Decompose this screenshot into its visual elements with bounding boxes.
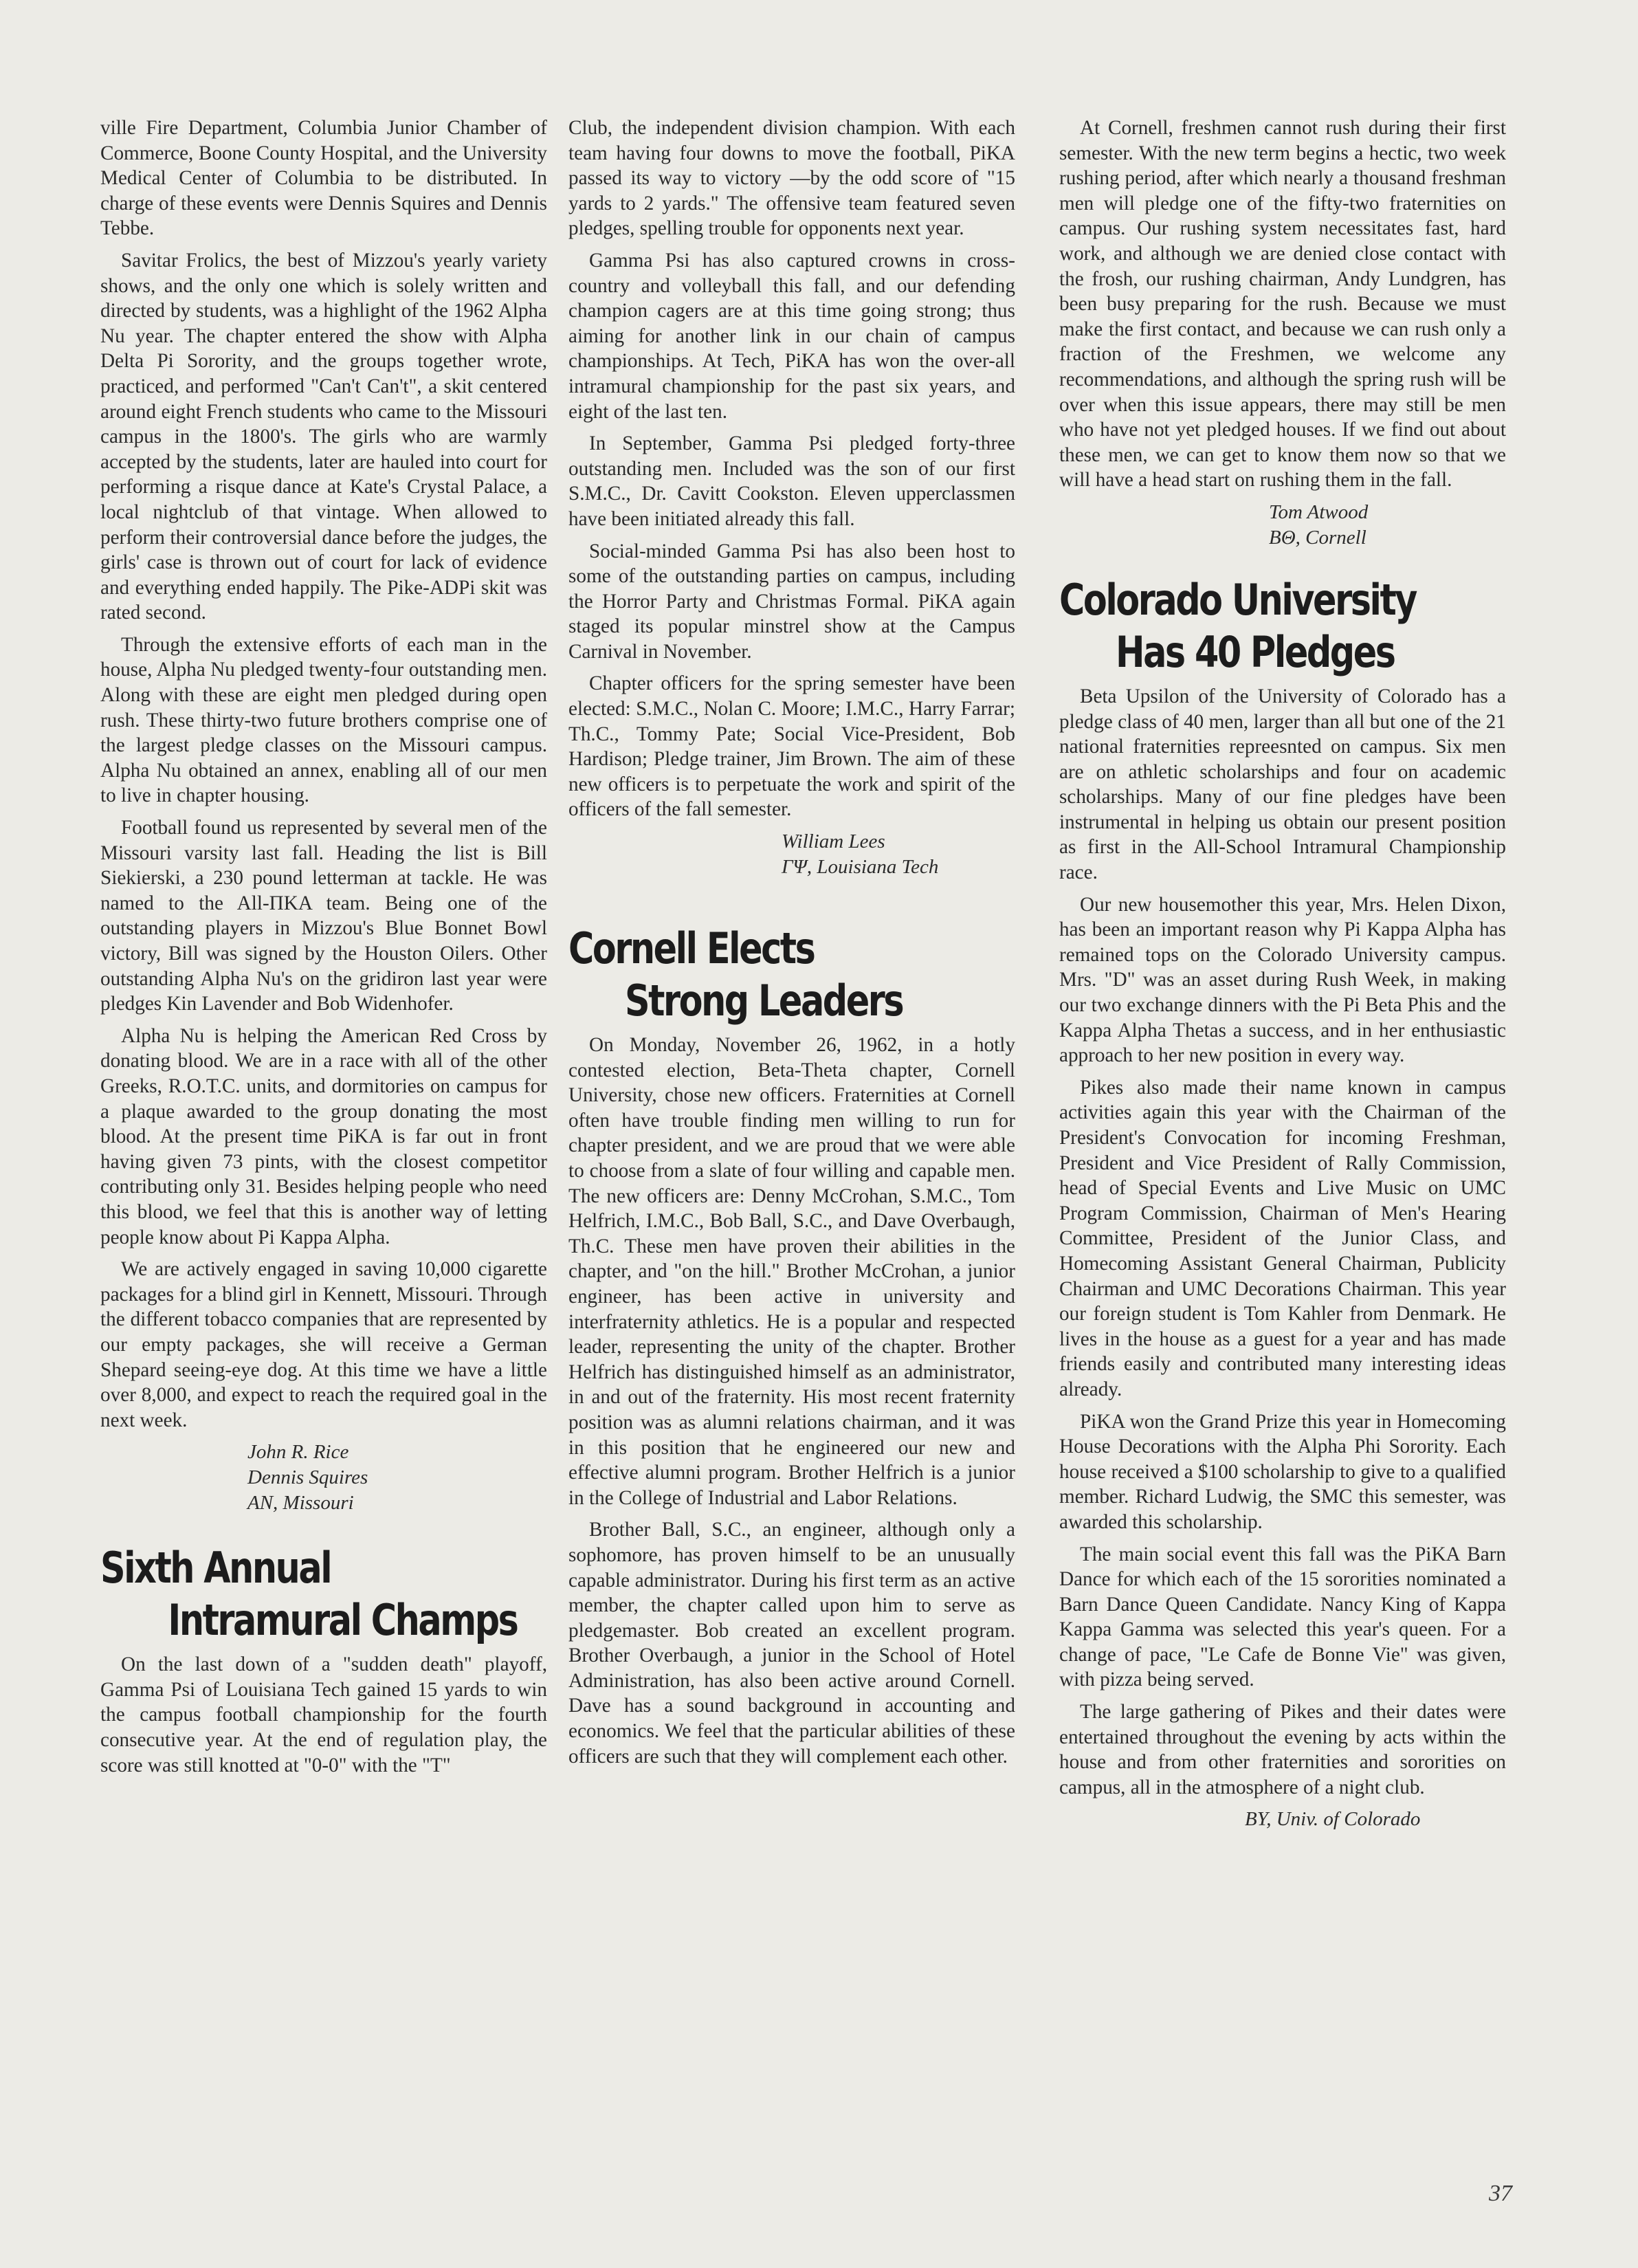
paragraph: On Monday, November 26, 1962, in a hotly contested election, Beta-Theta chapter, Cornell University, chose new officers. Fraternities at Cornell often have trouble finding men willing to run for chapter president, and we are proud that we were able to choose from a slate of four willing and capable men. The new officers are: Denny McCrohan, S.M.C., Tom Helfrich, I.M.C., Bob Ball, S.C., and Dave Overbaugh, Th.C. These men have proven their abilities in the chapter, and "on the hill." Brother McCrohan, a junior engineer, has been active in university and interfraternity athletics. He is a popular and respected leader, representing the unity of the chapter. Brother Helfrich has distinguished himself as an administrator, in and out of the fraternity. His most recent fraternity position was as alumni relations chairman, and it was in this position that he engineered our new and effective alumni program. Brother Helfrich is a junior in the College of Industrial and Labor Relations. [568,1034,1015,1509]
author-name: William Lees [782,830,885,853]
paragraph: Club, the independent division champion. With each team having four downs to move the football, PiKA passed its way to victory —by the odd score of "15 yards to 2 yards." The offensive team featured seven pledges, spelling trouble for opponents next year. [568,117,1015,240]
page-number: 37 [1489,2181,1512,2206]
heading-line: Has 40 Pledges [1116,626,1395,677]
author-name: Tom Atwood [1269,500,1369,523]
paragraph: Through the extensive efforts of each man in the house, Alpha Nu pledged twenty-four outstanding men. Along with these are eight men pledged during open rush. These thirty-two future brothers comprise one of the largest pledge classes on the Missouri campus. Alpha Nu obtained an annex, enabling all of our men to live in chapter housing. [100,633,547,807]
paragraph: Beta Upsilon of the University of Colorado has a pledge class of 40 men, larger than all but one of the 21 national fraternities repreesnted on campus. Six men are on athletic scholarships and four on academic scholarships. Many of our fine pledges have been instrumental in helping us obtain our present position as first in the All-School Intramural Championship race. [1059,685,1506,884]
chapter-name: AN, Missouri [247,1492,354,1515]
author-name: John R. Rice [247,1441,349,1464]
signature-block [100,1440,547,1516]
paragraph: Pikes also made their name known in campus activities again this year with the Chairman of the President's Convocation for incoming Freshman, President and Vice President of Rally Commission, head of Special Events and Live Music on UMC Program Commission, Chairman of Men's Hearing Committee, President of the Junior Class, and Homecoming Assistant General Chairman, Publicity Chairman and UMC Decorations Chairman. This year our foreign student is Tom Kahler from Denmark. He lives in the house as a guest for a year and has made friends easily and contributed many interesting ideas already. [1059,1076,1506,1400]
paragraph: Our new housemother this year, Mrs. Helen Dixon, has been an important reason why Pi Kappa Alpha has remained tops on the Colorado University campus. Mrs. "D" was an asset during Rush Week, in making our two exchange dinners with the Pi Beta Phis and the Kappa Alpha Thetas a success, and in her enthusiastic approach to her new position in every way. [1059,893,1506,1067]
paragraph: Savitar Frolics, the best of Mizzou's yearly variety shows, and the only one which is solely written and directed by students, was a highlight of the 1962 Alpha Nu year. The chapter entered the show with Alpha Delta Pi Sorority, and the groups together wrote, practiced, and performed "Can't Can't", a skit centered around eight French students who came to the Missouri campus in the 1800's. The girls who are warmly accepted by the students, later are hauled into court for performing a risque dance at Kate's Crystal Palace, a local nightclub of that vintage. When allowed to perform their controversial dance before the judges, the girls' case is thrown out of court for lack of evidence and everything ended happily. The Pike-ADPi skit was rated second. [100,249,547,624]
signature-block [568,829,1015,880]
signature-block [1059,1807,1506,1832]
author-name: Dennis Squires [247,1466,368,1489]
column-right [1059,115,1506,1836]
paragraph: On the last down of a "sudden death" playoff, Gamma Psi of Louisiana Tech gained 15 yards to win the campus football championship for the fourth consecutive year. At the end of regulation play, the score was still knotted at "0-0" with the "T" [100,1653,547,1776]
article-heading-colorado [1059,574,1506,679]
article-heading-cornell [568,923,1015,1027]
paragraph: In September, Gamma Psi pledged forty-three outstanding men. Included was the son of our first S.M.C., Dr. Cavitt Cookston. Eleven upperclassmen have been initiated already this fall. [568,432,1015,530]
paragraph: Football found us represented by several men of the Missouri varsity last fall. Heading the list is Bill Siekierski, a 230 pound letterman at tackle. He was named to the All-ΠKA team. Being one of the outstanding players in Mizzou's Blue Bonnet Bowl victory, Bill was signed by the Houston Oilers. Other outstanding Alpha Nu's on the gridiron last year were pledges Kin Lavender and Bob Widenhofer. [100,817,547,1015]
paragraph: Chapter officers for the spring semester have been elected: S.M.C., Nolan C. Moore; I.M.C., Harry Farrar; Th.C., Tommy Pate; Social Vice-President, Bob Hardison; Pledge trainer, Jim Brown. The aim of these new officers is to perpetuate the work and spirit of the officers of the fall semester. [568,672,1015,821]
chapter-name: BΘ, Cornell [1269,526,1366,549]
article-heading-intramural [100,1542,547,1647]
chapter-name: BΥ, Univ. of Colorado [1245,1808,1421,1831]
paragraph: The large gathering of Pikes and their dates were entertained throughout the evening by acts within the house and from other fraternities and sororities on campus, all in the atmosphere of a night club. [1059,1701,1506,1798]
paragraph: Gamma Psi has also captured crowns in cross-country and volleyball this fall, and our defending champion cagers are at this time going strong; thus aiming for another link in our chain of campus championships. At Tech, PiKA has won the over-all intramural championship for the past six years, and eight of the last ten. [568,249,1015,423]
paragraph: At Cornell, freshmen cannot rush during their first semester. With the new term begins a hectic, two week rushing period, after which nearly a thousand freshman men will pledge one of the fifty-two fraternities on campus. Our rushing system necessitates fast, hard work, and although we are denied close contact with the frosh, our rushing chairman, Andy Lundgren, has been busy preparing for the rush. Because we must make the first contact, and because we can rush only a fraction of the Freshmen, we welcome any recommendations, and although the spring rush will be over when this issue appears, there may still be men who have not yet pledged houses. If we find out about these men, we can get to know them now so that we will have a head start on rushing them in the fall. [1059,117,1506,492]
paragraph: Alpha Nu is helping the American Red Cross by donating blood. We are in a race with all of the other Greeks, R.O.T.C. units, and dormitories on campus for a plaque awarded to the group donating the most blood. At the present time PiKA is far out in front having given 73 pints, with the closest competitor contributing only 31. Besides helping people who need this blood, we feel that this is another way of letting people know about Pi Kappa Alpha. [100,1024,547,1248]
paragraph: PiKA won the Grand Prize this year in Homecoming House Decorations with the Alpha Phi Sorority. Each house received a $100 scholarship to give to a qualified member. Richard Ludwig, the SMC this semester, was awarded this scholarship. [1059,1410,1506,1533]
paragraph: Brother Ball, S.C., an engineer, although only a sophomore, has proven himself to be an unusually capable administrator. During his first term as an active member, the chapter called upon him to serve as pledgemaster. Bob created an excellent program. Brother Overbaugh, a junior in the School of Hotel Administration, has also been active around Cornell. Dave has a sound background in accounting and economics. We feel that the particular abilities of these officers are such that they will complement each other. [568,1519,1015,1768]
chapter-name: ΓΨ, Louisiana Tech [782,856,939,879]
paragraph: Social-minded Gamma Psi has also been host to some of the outstanding parties on campus, including the Horror Party and Christmas Formal. PiKA again staged its popular minstrel show at the Campus Carnival in November. [568,540,1015,663]
heading-line: Sixth Annual [100,1543,331,1594]
heading-line: Cornell Elects [568,923,815,974]
heading-line: Strong Leaders [625,976,903,1026]
signature-block [1059,500,1506,551]
paragraph: The main social event this fall was the PiKA Barn Dance for which each of the 15 sororities nominated a Barn Dance Queen Candidate. Nancy King of Kappa Kappa Gamma was selected this year's queen. For a change of pace, "Le Cafe de Bonne Vie" was given, with pizza being served. [1059,1543,1506,1691]
column-left [100,115,547,1785]
paragraph: We are actively engaged in saving 10,000 cigarette packages for a blind girl in Kennett, Missouri. Through the different tobacco companies that are represented by our empty packages, she will receive a German Shepard seeing-eye dog. At this time we have a little over 8,000, and expect to reach the required goal in the next week. [100,1258,547,1431]
heading-line: Colorado University [1059,574,1416,625]
column-middle [568,115,1015,1776]
heading-line: Intramural Champs [168,1595,518,1646]
paragraph: ville Fire Department, Columbia Junior Chamber of Commerce, Boone County Hospital, and the University Medical Center of Columbia to be distributed. In charge of these events were Dennis Squires and Dennis Tebbe. [100,117,547,240]
